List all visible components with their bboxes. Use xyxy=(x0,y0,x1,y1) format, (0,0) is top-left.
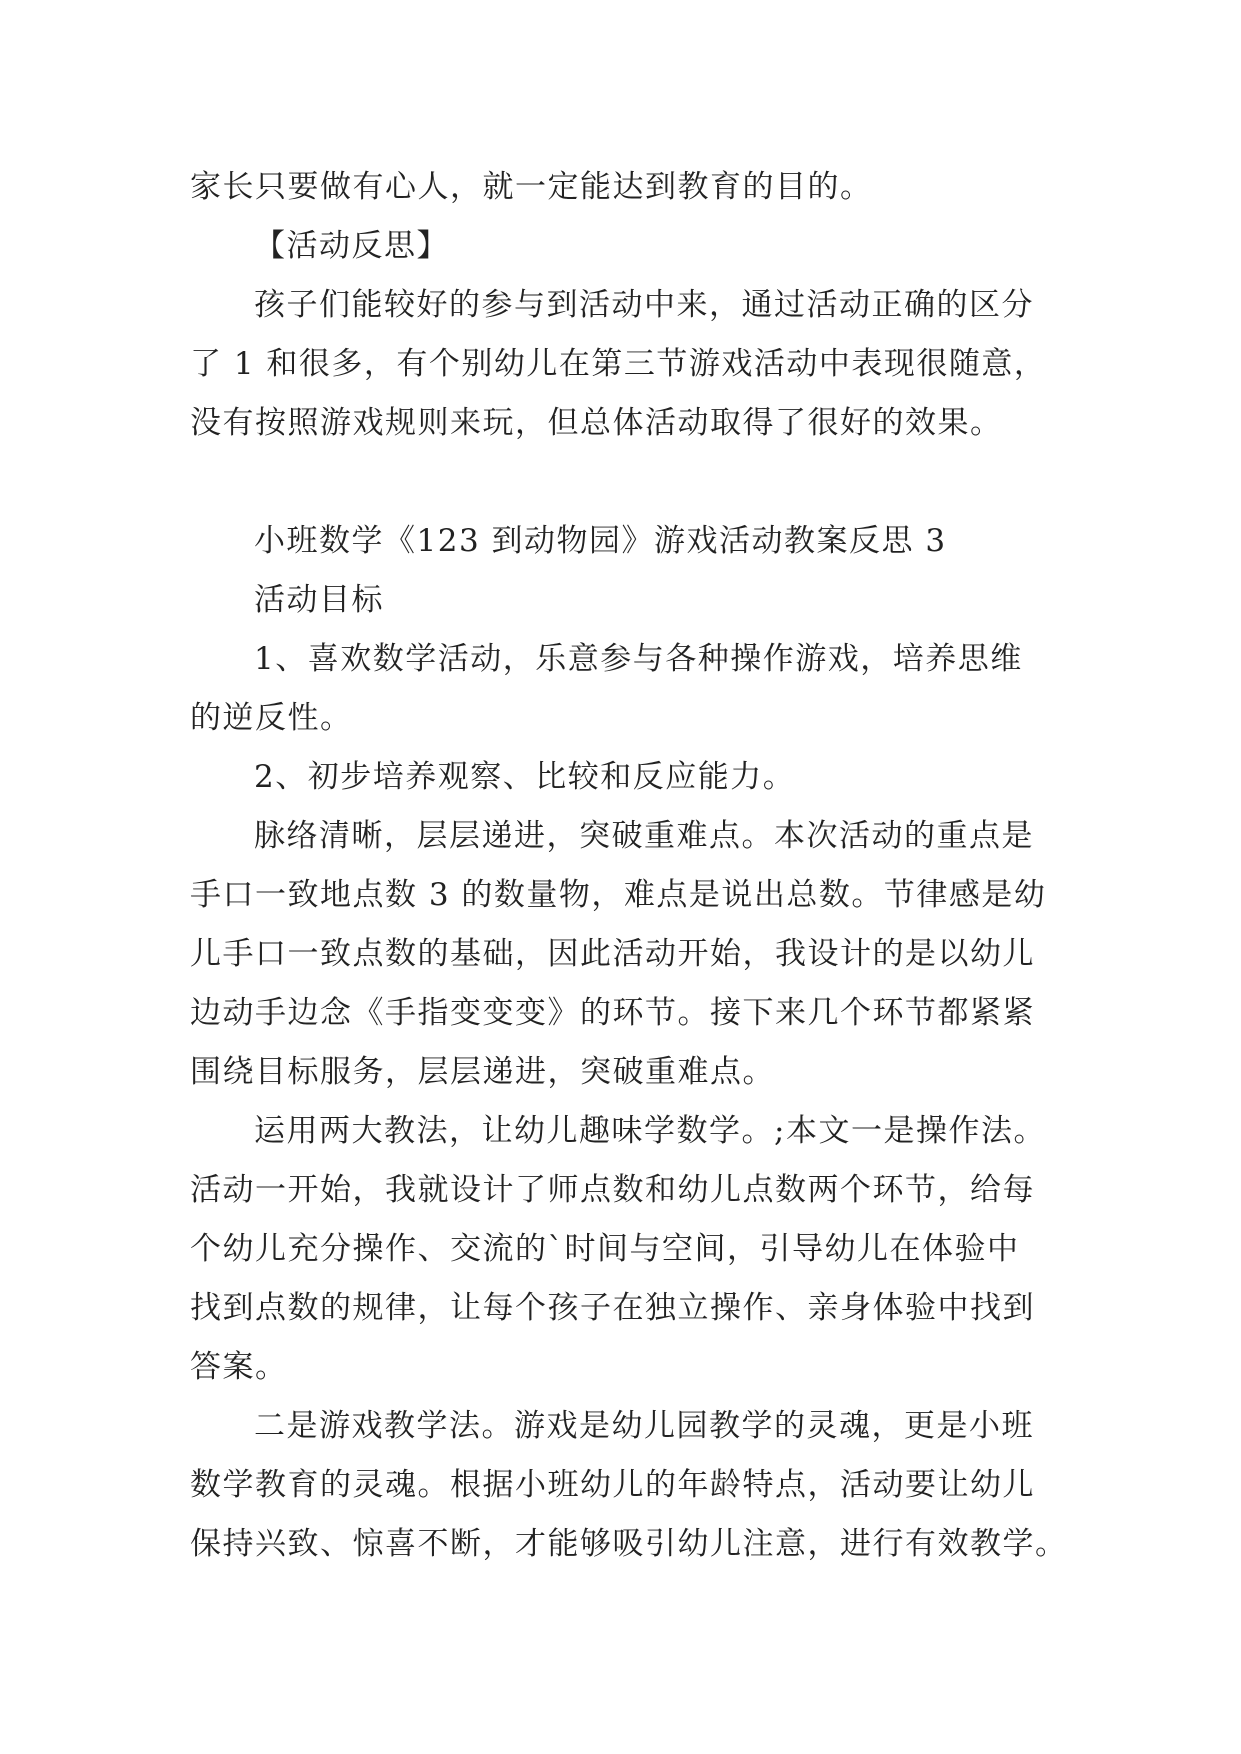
text-line: 孩子们能较好的参与到活动中来，通过活动正确的区分 xyxy=(254,287,1034,323)
text-line: 2、初步培养观察、比较和反应能力。 xyxy=(254,759,796,795)
text-line: 家长只要做有心人，就一定能达到教育的目的。 xyxy=(190,169,873,205)
text-line: 找到点数的规律，让每个孩子在独立操作、亲身体验中找到 xyxy=(190,1290,1035,1326)
text-line: 活动一开始，我就设计了师点数和幼儿点数两个环节，给每 xyxy=(190,1172,1035,1208)
text-line: 运用两大教法，让幼儿趣味学数学。;本文一是操作法。 xyxy=(254,1113,1046,1149)
text-line: 儿手口一致点数的基础，因此活动开始，我设计的是以幼儿 xyxy=(190,936,1035,972)
document-title: 小班数学《123 到动物园》游戏活动教案反思 3 xyxy=(254,523,947,559)
text-line: 脉络清晰，层层递进，突破重难点。本次活动的重点是 xyxy=(254,818,1034,854)
text-line: 保持兴致、惊喜不断，才能够吸引幼儿注意，进行有效教学。 xyxy=(190,1526,1068,1562)
text-line: 了 1 和很多，有个别幼儿在第三节游戏活动中表现很随意， xyxy=(190,346,1047,382)
text-line: 1、喜欢数学活动，乐意参与各种操作游戏，培养思维 xyxy=(254,641,1023,677)
section-heading-reflection: 【活动反思】 xyxy=(254,228,449,264)
document-body xyxy=(190,158,1070,1574)
text-line: 答案。 xyxy=(190,1349,288,1385)
paragraph-gap xyxy=(190,453,1070,512)
text-line: 没有按照游戏规则来玩，但总体活动取得了很好的效果。 xyxy=(190,405,1003,441)
text-line: 围绕目标服务，层层递进，突破重难点。 xyxy=(190,1054,775,1090)
text-line: 边动手边念《手指变变变》的环节。接下来几个环节都紧紧 xyxy=(190,995,1035,1031)
text-line: 二是游戏教学法。游戏是幼儿园教学的灵魂，更是小班 xyxy=(254,1408,1034,1444)
section-heading-goals: 活动目标 xyxy=(254,582,384,618)
text-line: 数学教育的灵魂。根据小班幼儿的年龄特点，活动要让幼儿 xyxy=(190,1467,1035,1503)
text-line: 个幼儿充分操作、交流的`时间与空间，引导幼儿在体验中 xyxy=(190,1231,1020,1267)
text-line: 的逆反性。 xyxy=(190,700,353,736)
text-line: 手口一致地点数 3 的数量物，难点是说出总数。节律感是幼 xyxy=(190,877,1047,913)
